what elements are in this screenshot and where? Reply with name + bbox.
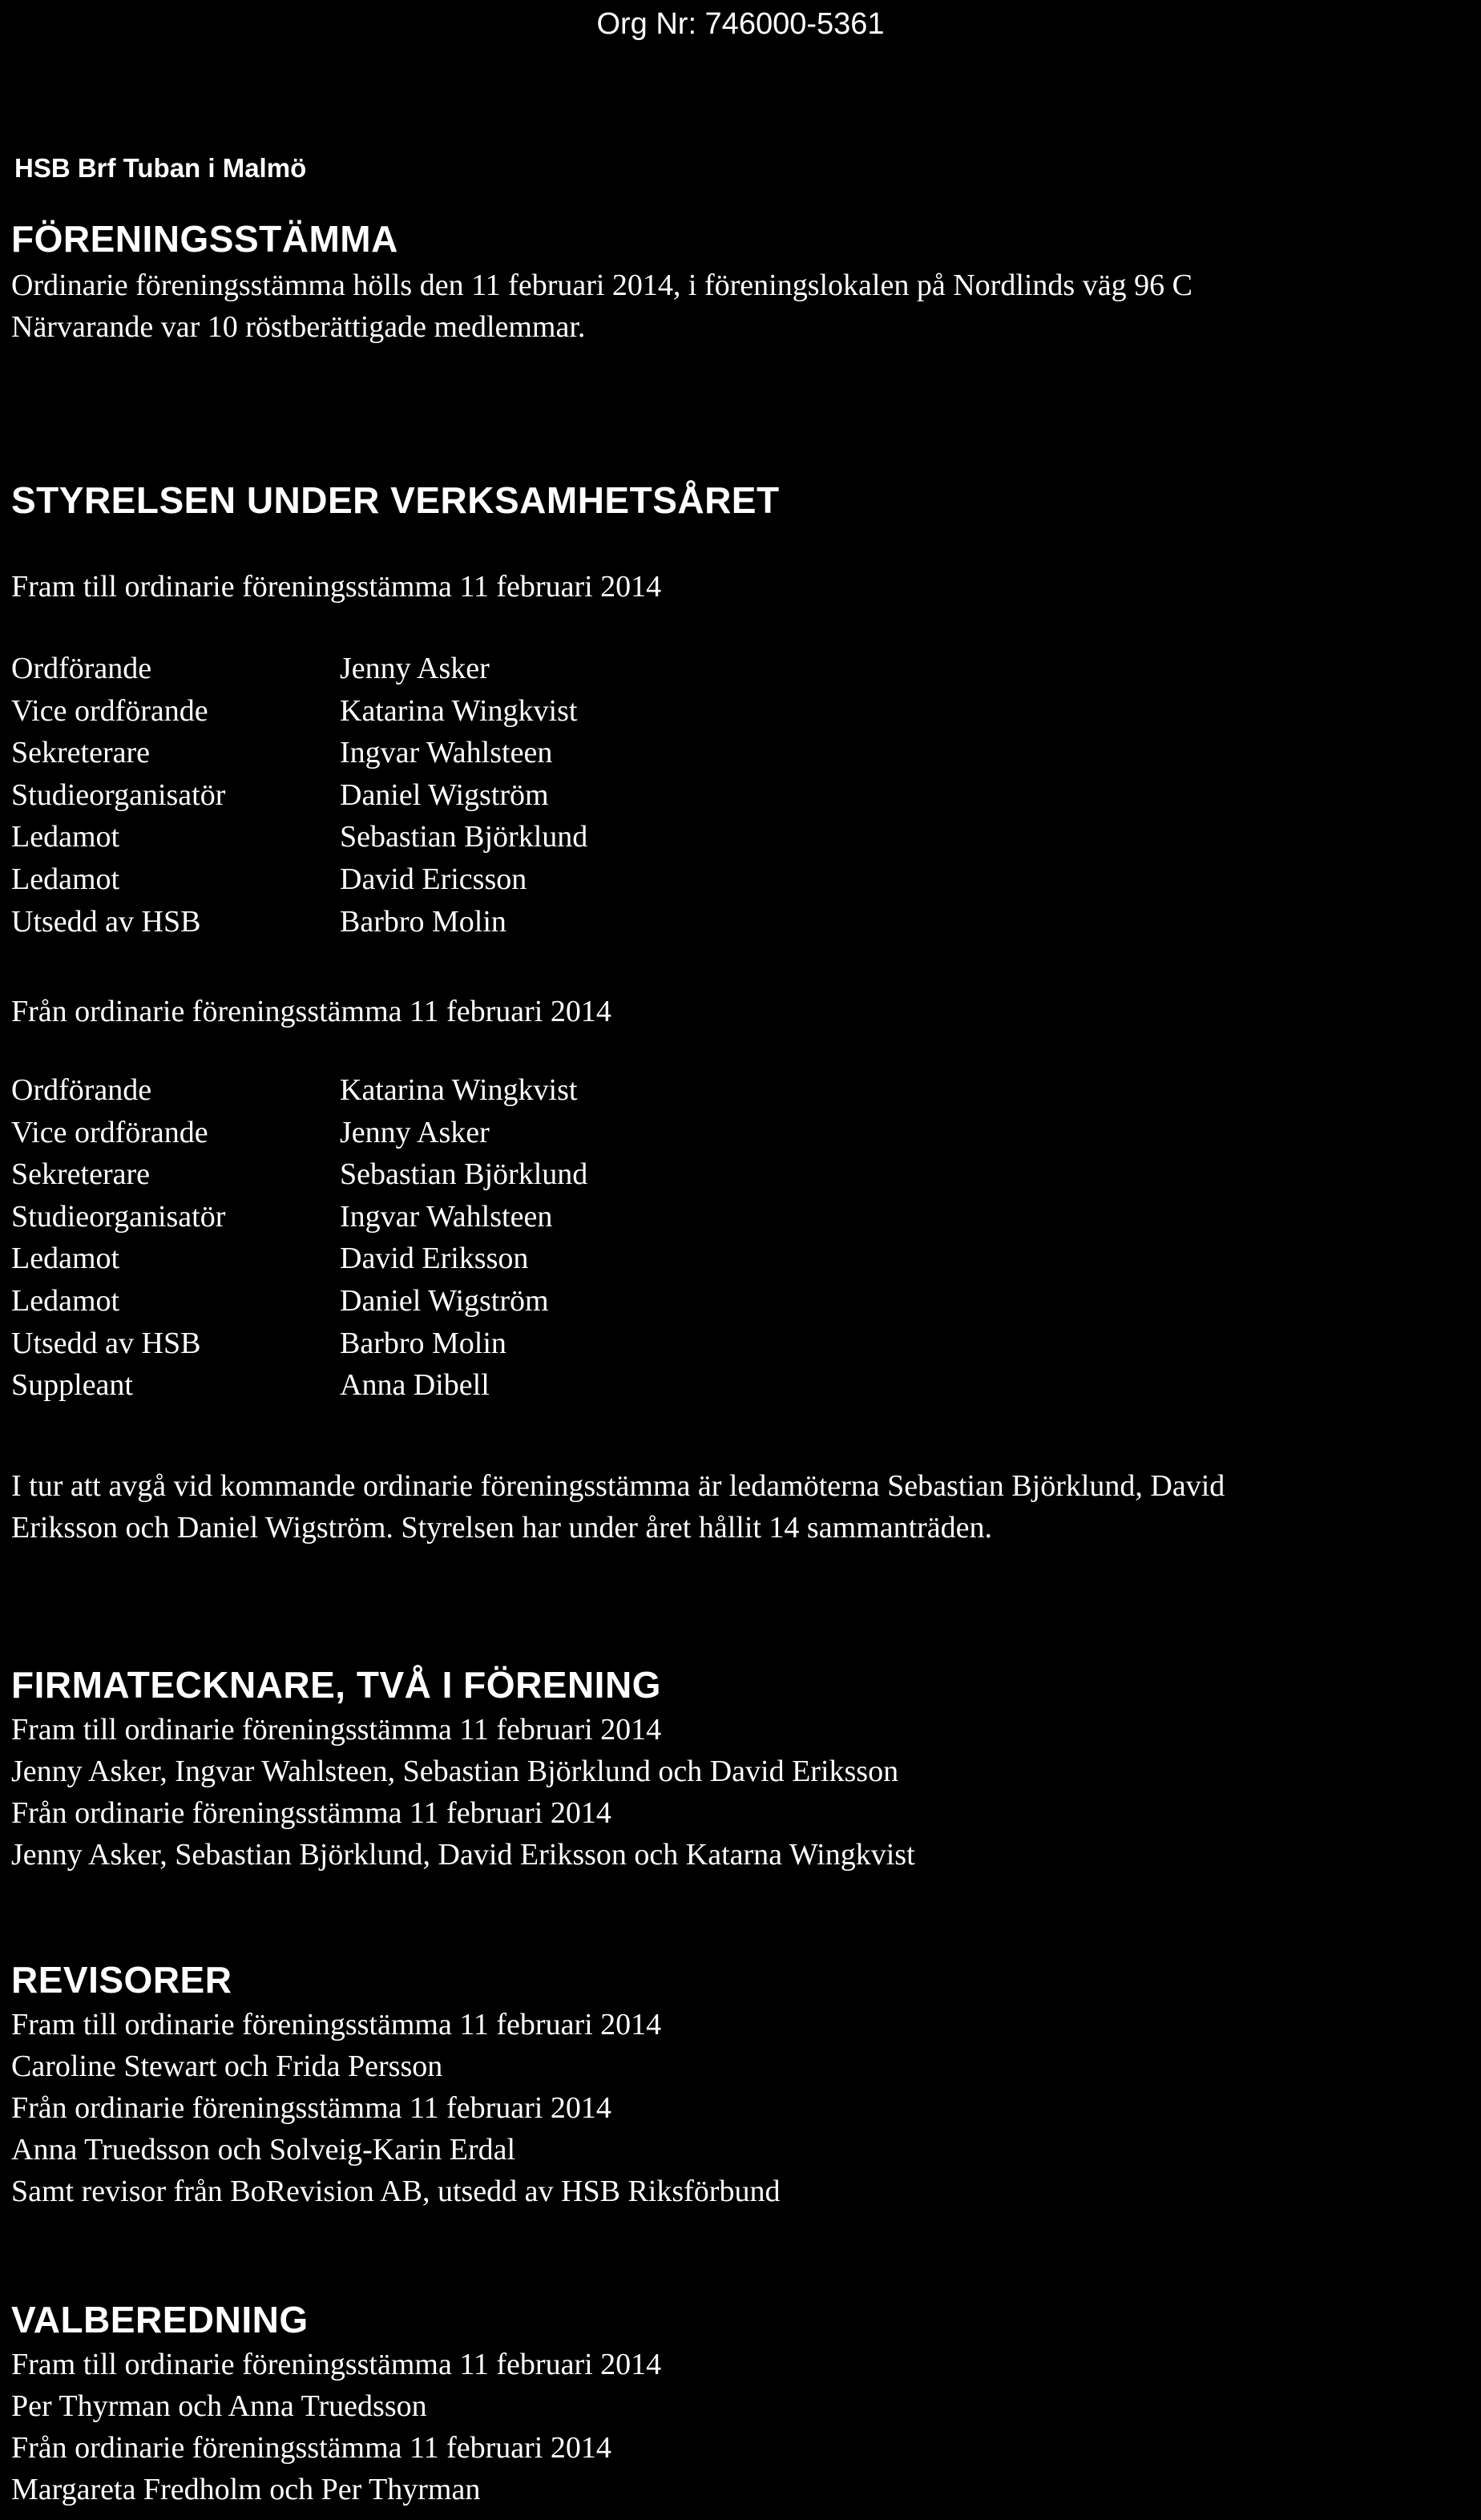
board-role: Ledamot	[11, 862, 120, 896]
board-note-line: I tur att avgå vid kommande ordinarie föreningsstämma är ledamöterna Sebastian Björklund, David	[11, 1469, 1225, 1503]
revisorer-line: Samt revisor från BoRevision AB, utsedd av HSB Riksförbund	[11, 2175, 781, 2208]
board-row	[11, 1364, 732, 1407]
org-number: Org Nr: 746000-5361	[596, 7, 885, 41]
board-member: Daniel Wigström	[340, 777, 549, 812]
board-note-line: Eriksson och Daniel Wigström. Styrelsen har under året hållit 14 sammanträden.	[11, 1511, 993, 1545]
section-heading-revisorer: REVISORER	[11, 1959, 232, 2001]
board-row	[11, 648, 732, 690]
board-member: Ingvar Wahlsteen	[340, 736, 553, 770]
revisorer-line: Anna Truedsson och Solveig-Karin Erdal	[11, 2133, 516, 2167]
board-role: Vice ordförande	[11, 1115, 208, 1149]
valberedning-line: Per Thyrman och Anna Truedsson	[11, 2389, 427, 2423]
board-period-after: Från ordinarie föreningsstämma 11 februari 2014	[11, 995, 611, 1028]
board-role: Studieorganisatör	[11, 1199, 226, 1234]
valberedning-line: Från ordinarie föreningsstämma 11 februari 2014	[11, 2431, 611, 2465]
board-list-before	[11, 648, 732, 943]
board-row	[11, 690, 732, 733]
revisorer-line: Caroline Stewart och Frida Persson	[11, 2050, 443, 2083]
board-member: Jenny Asker	[340, 1115, 490, 1149]
board-member: Daniel Wigström	[340, 1283, 549, 1318]
board-role: Studieorganisatör	[11, 777, 226, 812]
board-member: Jenny Asker	[340, 652, 490, 685]
board-member: Katarina Wingkvist	[340, 693, 578, 728]
board-row	[11, 1112, 732, 1154]
board-member: Ingvar Wahlsteen	[340, 1199, 553, 1234]
board-row	[11, 1323, 732, 1365]
board-member: Anna Dibell	[340, 1368, 490, 1403]
board-role: Utsedd av HSB	[11, 904, 201, 939]
firmatecknare-line: Jenny Asker, Sebastian Björklund, David Eriksson och Katarna Wingkvist	[11, 1838, 915, 1872]
board-role: Ledamot	[11, 1283, 120, 1318]
board-period-before: Fram till ordinarie föreningsstämma 11 februari 2014	[11, 570, 662, 604]
board-row	[11, 1196, 732, 1238]
board-role: Suppleant	[11, 1368, 133, 1403]
section-heading-styrelsen: STYRELSEN UNDER VERKSAMHETSÅRET	[11, 479, 780, 521]
board-row	[11, 1153, 732, 1196]
board-row	[11, 1069, 732, 1112]
firmatecknare-line: Jenny Asker, Ingvar Wahlsteen, Sebastian Björklund och David Eriksson	[11, 1755, 899, 1788]
board-row	[11, 732, 732, 774]
board-row	[11, 901, 732, 943]
board-role: Vice ordförande	[11, 693, 208, 728]
board-role: Ordförande	[11, 652, 152, 685]
board-role: Sekreterare	[11, 736, 150, 770]
section-heading-foreningsstamma: FÖRENINGSSTÄMMA	[11, 218, 398, 260]
board-row	[11, 1238, 732, 1280]
board-member: Katarina Wingkvist	[340, 1073, 578, 1107]
board-member: David Eriksson	[340, 1242, 529, 1276]
board-member: Sebastian Björklund	[340, 820, 588, 854]
board-row	[11, 1280, 732, 1323]
valberedning-line: Fram till ordinarie föreningsstämma 11 februari 2014	[11, 2348, 662, 2381]
board-role: Ledamot	[11, 1242, 120, 1276]
board-role: Sekreterare	[11, 1157, 150, 1192]
section-heading-valberedning: VALBEREDNING	[11, 2299, 309, 2340]
firmatecknare-line: Från ordinarie föreningsstämma 11 februari 2014	[11, 1796, 611, 1830]
board-role: Utsedd av HSB	[11, 1326, 201, 1360]
board-row	[11, 816, 732, 858]
board-list-after	[11, 1069, 732, 1407]
valberedning-line: Margareta Fredholm och Per Thyrman	[11, 2473, 481, 2506]
board-role: Ledamot	[11, 820, 120, 854]
association-name: HSB Brf Tuban i Malmö	[14, 153, 307, 183]
revisorer-line: Från ordinarie föreningsstämma 11 februari 2014	[11, 2091, 611, 2125]
board-member: Sebastian Björklund	[340, 1157, 588, 1192]
revisorer-line: Fram till ordinarie föreningsstämma 11 februari 2014	[11, 2008, 662, 2041]
board-member: Barbro Molin	[340, 1326, 506, 1360]
foreningsstamma-line: Närvarande var 10 röstberättigade medlemmar.	[11, 310, 586, 344]
foreningsstamma-line: Ordinarie föreningsstämma hölls den 11 februari 2014, i föreningslokalen på Nordlinds väg 96 C	[11, 269, 1192, 302]
firmatecknare-line: Fram till ordinarie föreningsstämma 11 februari 2014	[11, 1713, 662, 1747]
board-role: Ordförande	[11, 1073, 152, 1107]
board-row	[11, 774, 732, 817]
board-row	[11, 858, 732, 901]
section-heading-firmatecknare: FIRMATECKNARE, TVÅ I FÖRENING	[11, 1664, 661, 1706]
board-member: David Ericsson	[340, 862, 527, 896]
board-member: Barbro Molin	[340, 904, 506, 939]
